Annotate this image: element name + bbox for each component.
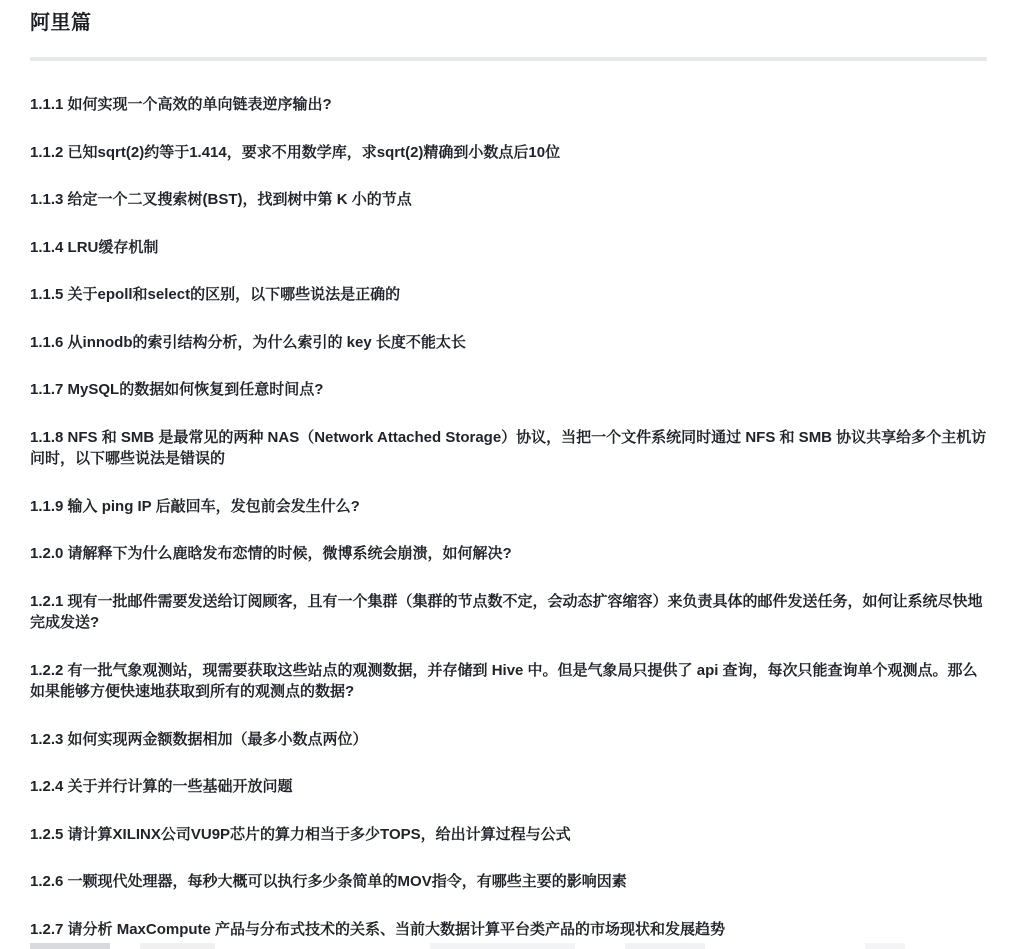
question-item: 1.2.1 现有一批邮件需要发送给订阅顾客，且有一个集群（集群的节点数不定，会动态扩容缩容）来负责具体的邮件发送任务，如何让系统尽快地完成发送?: [30, 592, 983, 631]
clipped-next-text-row: [30, 943, 988, 949]
question-item: 1.2.4 关于并行计算的一些基础开放问题: [30, 778, 293, 795]
question-list: [30, 94, 987, 940]
question-item: 1.1.2 已知sqrt(2)约等于1.414，要求不用数学库，求sqrt(2)精确到小数点后10位: [30, 143, 561, 161]
question-item: 1.1.5 关于epoll和select的区别，以下哪些说法是正确的: [30, 286, 401, 303]
question-item: 1.2.2 有一批气象观测站，现需要获取这些站点的观测数据，并存储到 Hive 中。但是气象局只提供了 api 查询，每次只能查询单个观测点。那么如果能够方便快速地获取到所有的观测点的数据?: [30, 661, 978, 700]
question-item: 1.2.0 请解释下为什么鹿晗发布恋情的时候，微博系统会崩溃，如何解决?: [30, 545, 512, 562]
question-item: 1.1.9 输入 ping IP 后敲回车，发包前会发生什么?: [30, 497, 360, 515]
page-title: 阿里篇: [30, 12, 92, 34]
question-item: 1.1.7 MySQL的数据如何恢复到任意时间点?: [30, 381, 324, 398]
question-item: 1.1.1 如何实现一个高效的单向链表逆序输出?: [30, 96, 332, 113]
question-item: 1.2.6 一颗现代处理器，每秒大概可以执行多少条简单的MOV指令，有哪些主要的影响因素: [30, 873, 627, 890]
question-item: 1.2.5 请计算XILINX公司VU9P芯片的算力相当于多少TOPS，给出计算过程与公式: [30, 825, 571, 843]
title-divider: [30, 57, 987, 61]
question-item: 1.1.6 从innodb的索引结构分析，为什么索引的 key 长度不能太长: [30, 333, 466, 351]
question-item: 1.1.8 NFS 和 SMB 是最常见的两种 NAS（Network Attached Storage）协议，当把一个文件系统同时通过 NFS 和 SMB 协议共享给多个主机访问时，以下哪些说法是错误的: [30, 428, 987, 467]
question-item: 1.2.7 请分析 MaxCompute 产品与分布式技术的关系、当前大数据计算平台类产品的市场现状和发展趋势: [30, 920, 726, 938]
question-item: 1.1.4 LRU缓存机制: [30, 238, 159, 256]
question-item: 1.1.3 给定一个二叉搜索树(BST)，找到树中第 K 小的节点: [30, 191, 412, 208]
question-item: 1.2.3 如何实现两金额数据相加（最多小数点两位）: [30, 730, 368, 748]
